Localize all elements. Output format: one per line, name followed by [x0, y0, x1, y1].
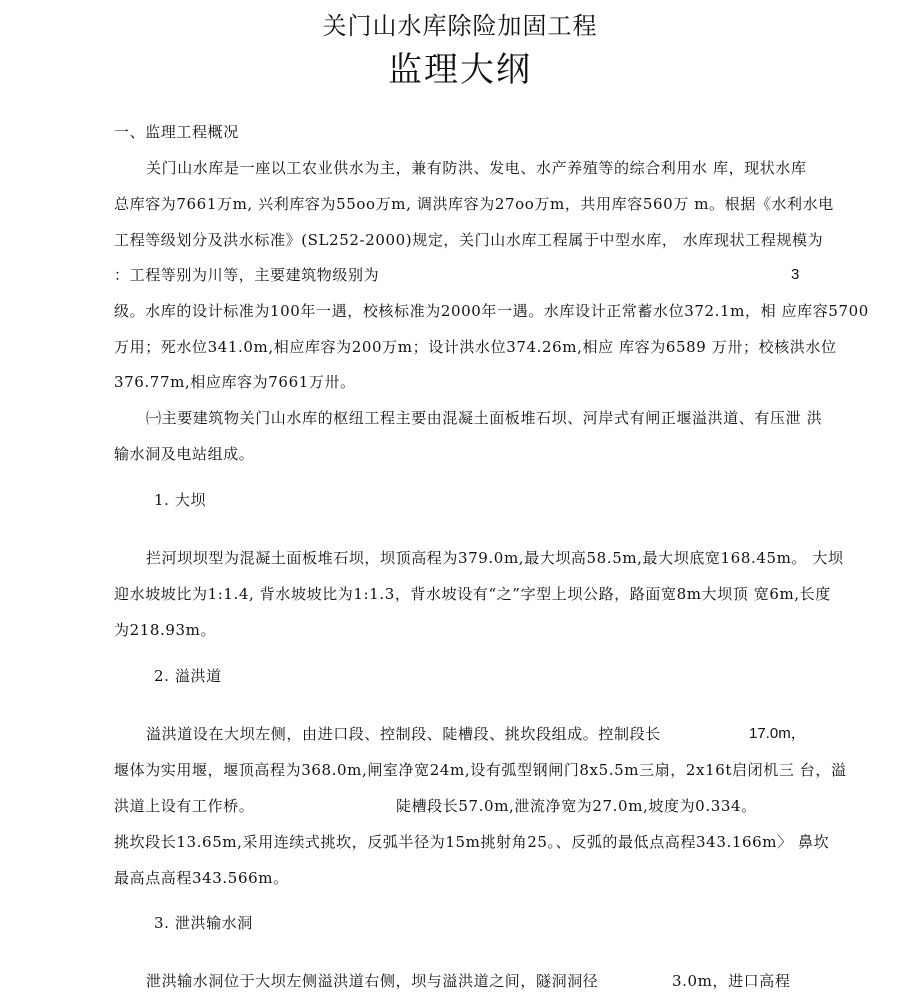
paragraph-line: 总库容为7661万m, 兴利库容为55oo万m, 调洪库容为27oo万m，共用库容560万 m。根据《水利水电 [114, 195, 834, 213]
paragraph-line: 输水洞及电站组成。 [114, 445, 255, 463]
level-value: 3 [791, 266, 800, 283]
paragraph-line: 关门山水库是一座以工农业供水为主，兼有防洪、发电、水产养殖等的综合利用水 库，现状水库 [146, 159, 807, 177]
paragraph-line: 拦河坝坝型为混凝土面板堆石坝，坝顶高程为379.0m,最大坝高58.5m,最大坝底宽168.45m。 大坝 [146, 549, 844, 567]
diameter-text: 3.0m，进口高程 [672, 972, 791, 990]
paragraph-line: 堰体为实用堰，堰顶高程为368.0m,闸室净宽24m,设有弧型钢闸门8x5.5m三扇，2x16t启闭机三 台，溢 [114, 761, 847, 779]
paragraph-line: ：工程等别为川等，主要建筑物级别为 [114, 266, 380, 284]
document-subtitle: 监理大纲 [388, 50, 532, 90]
subsection-heading-tunnel: 3. 泄洪输水洞 [154, 914, 253, 932]
document-title: 关门山水库除险加固工程 [322, 12, 598, 40]
paragraph-line: 洪道上设有工作桥。 [114, 797, 255, 815]
paragraph-line: 级。水库的设计标准为100年一遇，校核标准为2000年一遇。水库设计正常蓄水位372.1m，相 应库容5700 [114, 302, 869, 320]
paragraph-line: 376.77m,相应库容为7661万卅。 [114, 373, 356, 391]
subsection-heading-dam: 1. 大坝 [154, 491, 207, 509]
control-length-value: 17.0m， [749, 725, 806, 742]
chute-text: 陡槽段长57.0m,泄流净宽为27.0m,坡度为0.334。 [396, 797, 757, 815]
paragraph-line: 溢洪道设在大坝左侧，由进口段、控制段、陡槽段、挑坎段组成。控制段长 [146, 725, 661, 743]
section-heading: 一、监理工程概况 [114, 123, 239, 141]
paragraph-line: 最高点高程343.566m。 [114, 869, 289, 887]
paragraph-line: ㈠主要建筑物关门山水库的枢纽工程主要由混凝土面板堆石坝、河岸式有闸正堰溢洪道、有压泄 洪 [146, 409, 823, 427]
paragraph-line: 万用；死水位341.0m,相应库容为200万m；设计洪水位374.26m,相应 库容为6589 万卅；校核洪水位 [114, 338, 837, 356]
paragraph-line: 挑坎段长13.65m,采用连续式挑坎，反弧半径为15m挑射角25。、反弧的最低点高程343.166m〉 鼻坎 [114, 833, 830, 851]
paragraph-line: 工程等级划分及洪水标准》(SL252-2000)规定，关门山水库工程属于中型水库， 水库现状工程规模为 [114, 231, 824, 249]
subsection-heading-spillway: 2. 溢洪道 [154, 667, 222, 685]
paragraph-line: 迎水坡坡比为1:1.4, 背水坡坡比为1:1.3，背水坡设有“之”字型上坝公路，路面宽8m大坝顶 宽6m,长度 [114, 585, 831, 603]
paragraph-line: 为218.93m。 [114, 621, 217, 639]
paragraph-line: 泄洪输水洞位于大坝左侧溢洪道右侧，坝与溢洪道之间，隧洞洞径 [146, 972, 599, 990]
